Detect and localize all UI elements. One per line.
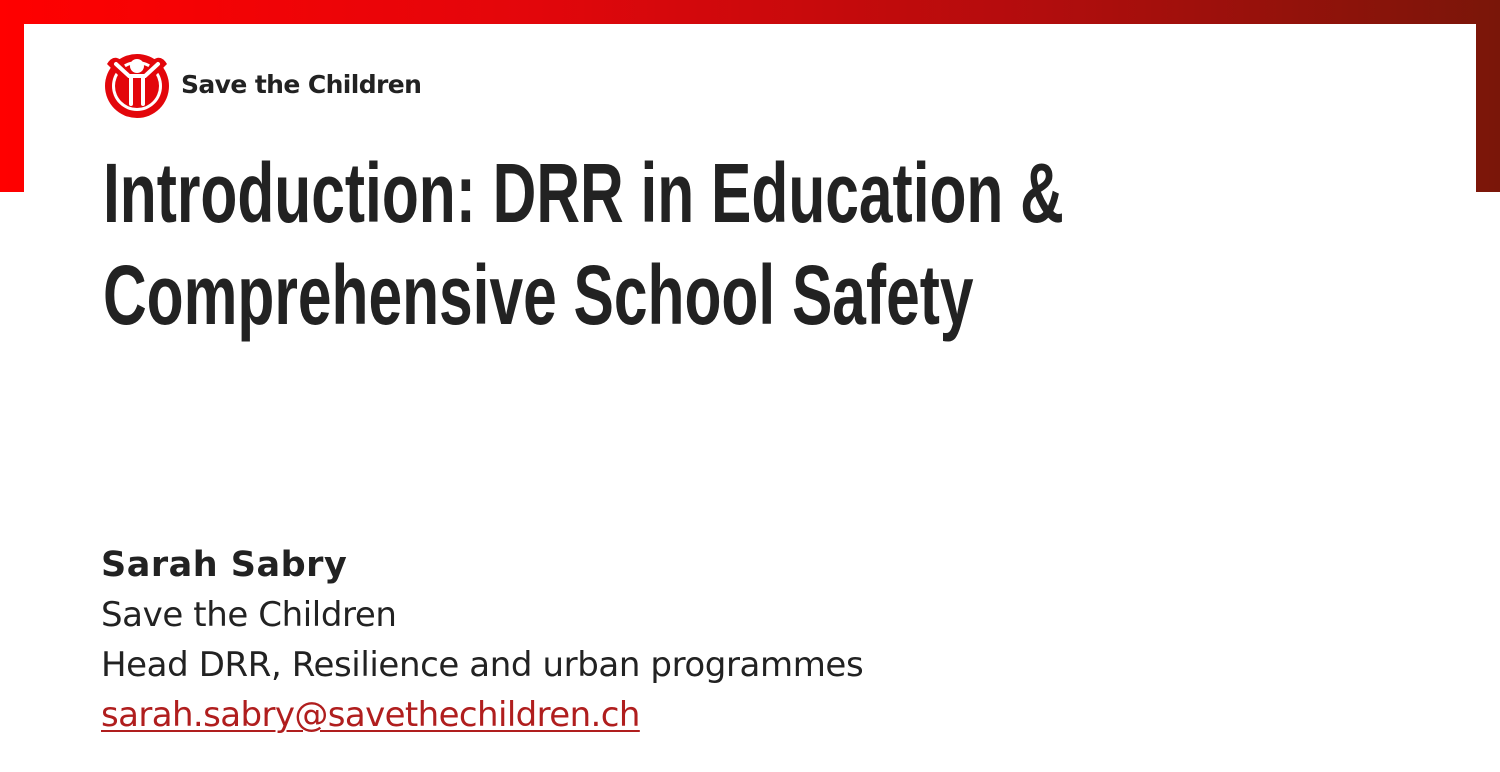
presenter-organization: Save the Children [101,595,397,635]
brand-name: Save the Children [181,69,422,99]
brand-logo [103,48,421,120]
presenter-email-link[interactable]: sarah.sabry@savethechildren.ch [101,695,640,735]
presenter-role: Head DRR, Resilience and urban programmes [101,645,864,685]
slide-title-line-1: Introduction: DRR in Education & [103,146,1064,240]
slide-title-line-2: Comprehensive School Safety [103,248,974,342]
presenter-block [101,540,863,740]
presenter-name: Sarah Sabry [101,545,348,585]
slide-title [103,142,1064,346]
save-the-children-emblem-icon [103,48,171,120]
